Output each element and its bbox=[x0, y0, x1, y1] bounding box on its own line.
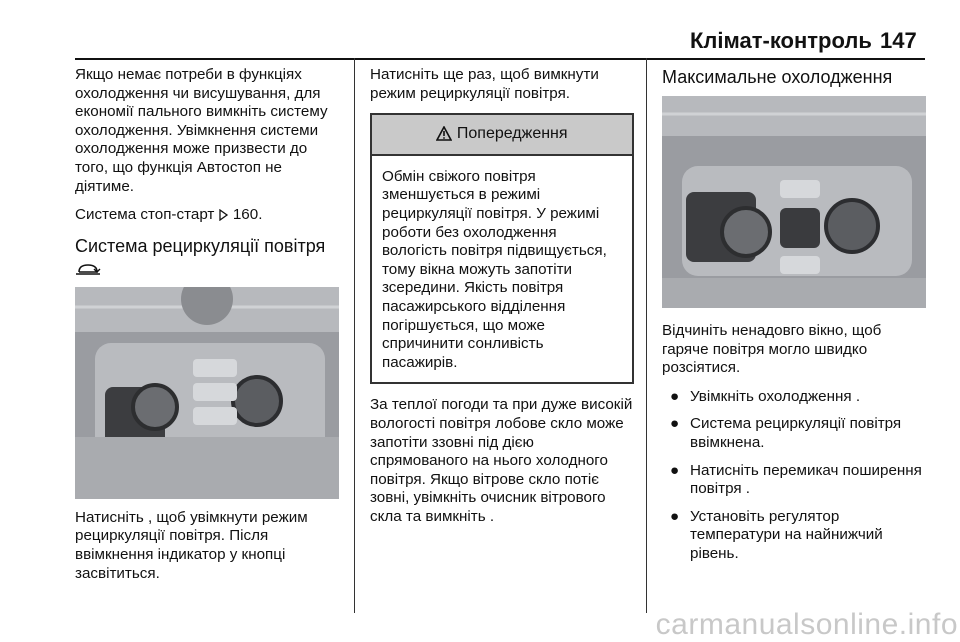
recirculation-off-paragraph: Натисніть ще раз, щоб вимкнути режим рециркуляції повітря. bbox=[370, 66, 599, 102]
max-cooling-heading: Максимальне охолодження bbox=[662, 67, 893, 87]
step-cooling-on: Увімкніть охолодження . bbox=[690, 387, 861, 405]
column-2 bbox=[370, 66, 634, 536]
recirculation-heading bbox=[75, 235, 343, 279]
warning-text: Обмін свіжого повітря зменшується в режимі рециркуляції повітря. У режимі роботи без охолодження вологість повітря підвищується, тому вікна можуть запотіти зсередини. Якість повітря пасажирського відділення погіршується, що може спричинити сонливість пасажирів. bbox=[382, 167, 607, 371]
windshield-fog-paragraph: За теплої погоди та при дуже високій вологості повітря лобове скло може запотіти ззовні під дією спрямованого на нього холодного повітря. Якщо вітрове скло потіє зовні, увімкніть очисник вітрового скла та вимкніть . bbox=[370, 396, 633, 525]
column-divider-2 bbox=[646, 58, 647, 613]
warning-triangle-icon bbox=[436, 126, 452, 141]
header-rule bbox=[75, 58, 925, 60]
stop-start-reference bbox=[75, 206, 343, 225]
chapter-title: Клімат-контроль bbox=[690, 28, 872, 53]
step-recirculation-on: Система рециркуляції повітря ввімкнена. bbox=[690, 415, 902, 451]
recirculation-heading-text: Система рециркуляції повітря bbox=[75, 235, 326, 256]
stop-start-text: Система стоп-старт bbox=[75, 206, 215, 224]
column-1 bbox=[75, 66, 343, 593]
page-number: 147 bbox=[880, 28, 917, 53]
reference-arrow-icon bbox=[219, 209, 229, 221]
footer-watermark: carmanualsonline.info bbox=[655, 608, 958, 641]
max-cooling-steps bbox=[662, 388, 932, 564]
step-temperature-lowest: Установіть регулятор температури на найнижчий рівень. bbox=[690, 507, 883, 562]
column-3 bbox=[662, 66, 932, 573]
cooling-note-paragraph: Якщо немає потреби в функціях охолодження чи висушування, для економії пального вимкніть систему охолодження. Увімкнення системи охолодження може призвести до того, що функція Автостоп не діятиме. bbox=[75, 66, 328, 195]
list-item bbox=[662, 462, 932, 499]
step-air-distribution: Натисніть перемикач поширення повітря . bbox=[690, 461, 922, 498]
list-item bbox=[662, 508, 932, 564]
control-panel-photo-2 bbox=[662, 96, 926, 308]
warning-header bbox=[372, 115, 632, 156]
list-item bbox=[662, 415, 932, 452]
stop-start-page-ref: 160. bbox=[232, 206, 263, 224]
bullet-dot: ● bbox=[670, 415, 680, 433]
bullet-dot: ● bbox=[670, 461, 680, 479]
column-divider-1 bbox=[354, 58, 355, 613]
warning-box bbox=[370, 113, 634, 384]
list-item bbox=[662, 388, 932, 407]
bullet-dot: ● bbox=[670, 387, 680, 405]
control-panel-photo-1 bbox=[75, 287, 339, 499]
open-window-paragraph: Відчиніть ненадовго вікно, щоб гаряче повітря могло швидко розсіятися. bbox=[662, 322, 882, 377]
recirculation-icon bbox=[75, 262, 101, 276]
bullet-dot: ● bbox=[670, 507, 680, 525]
recirculation-caption: Натисніть , щоб увімкнути режим рециркуляції повітря. Після ввімкнення індикатор у кнопці засвітиться. bbox=[75, 508, 308, 582]
warning-title: Попередження bbox=[456, 125, 568, 143]
